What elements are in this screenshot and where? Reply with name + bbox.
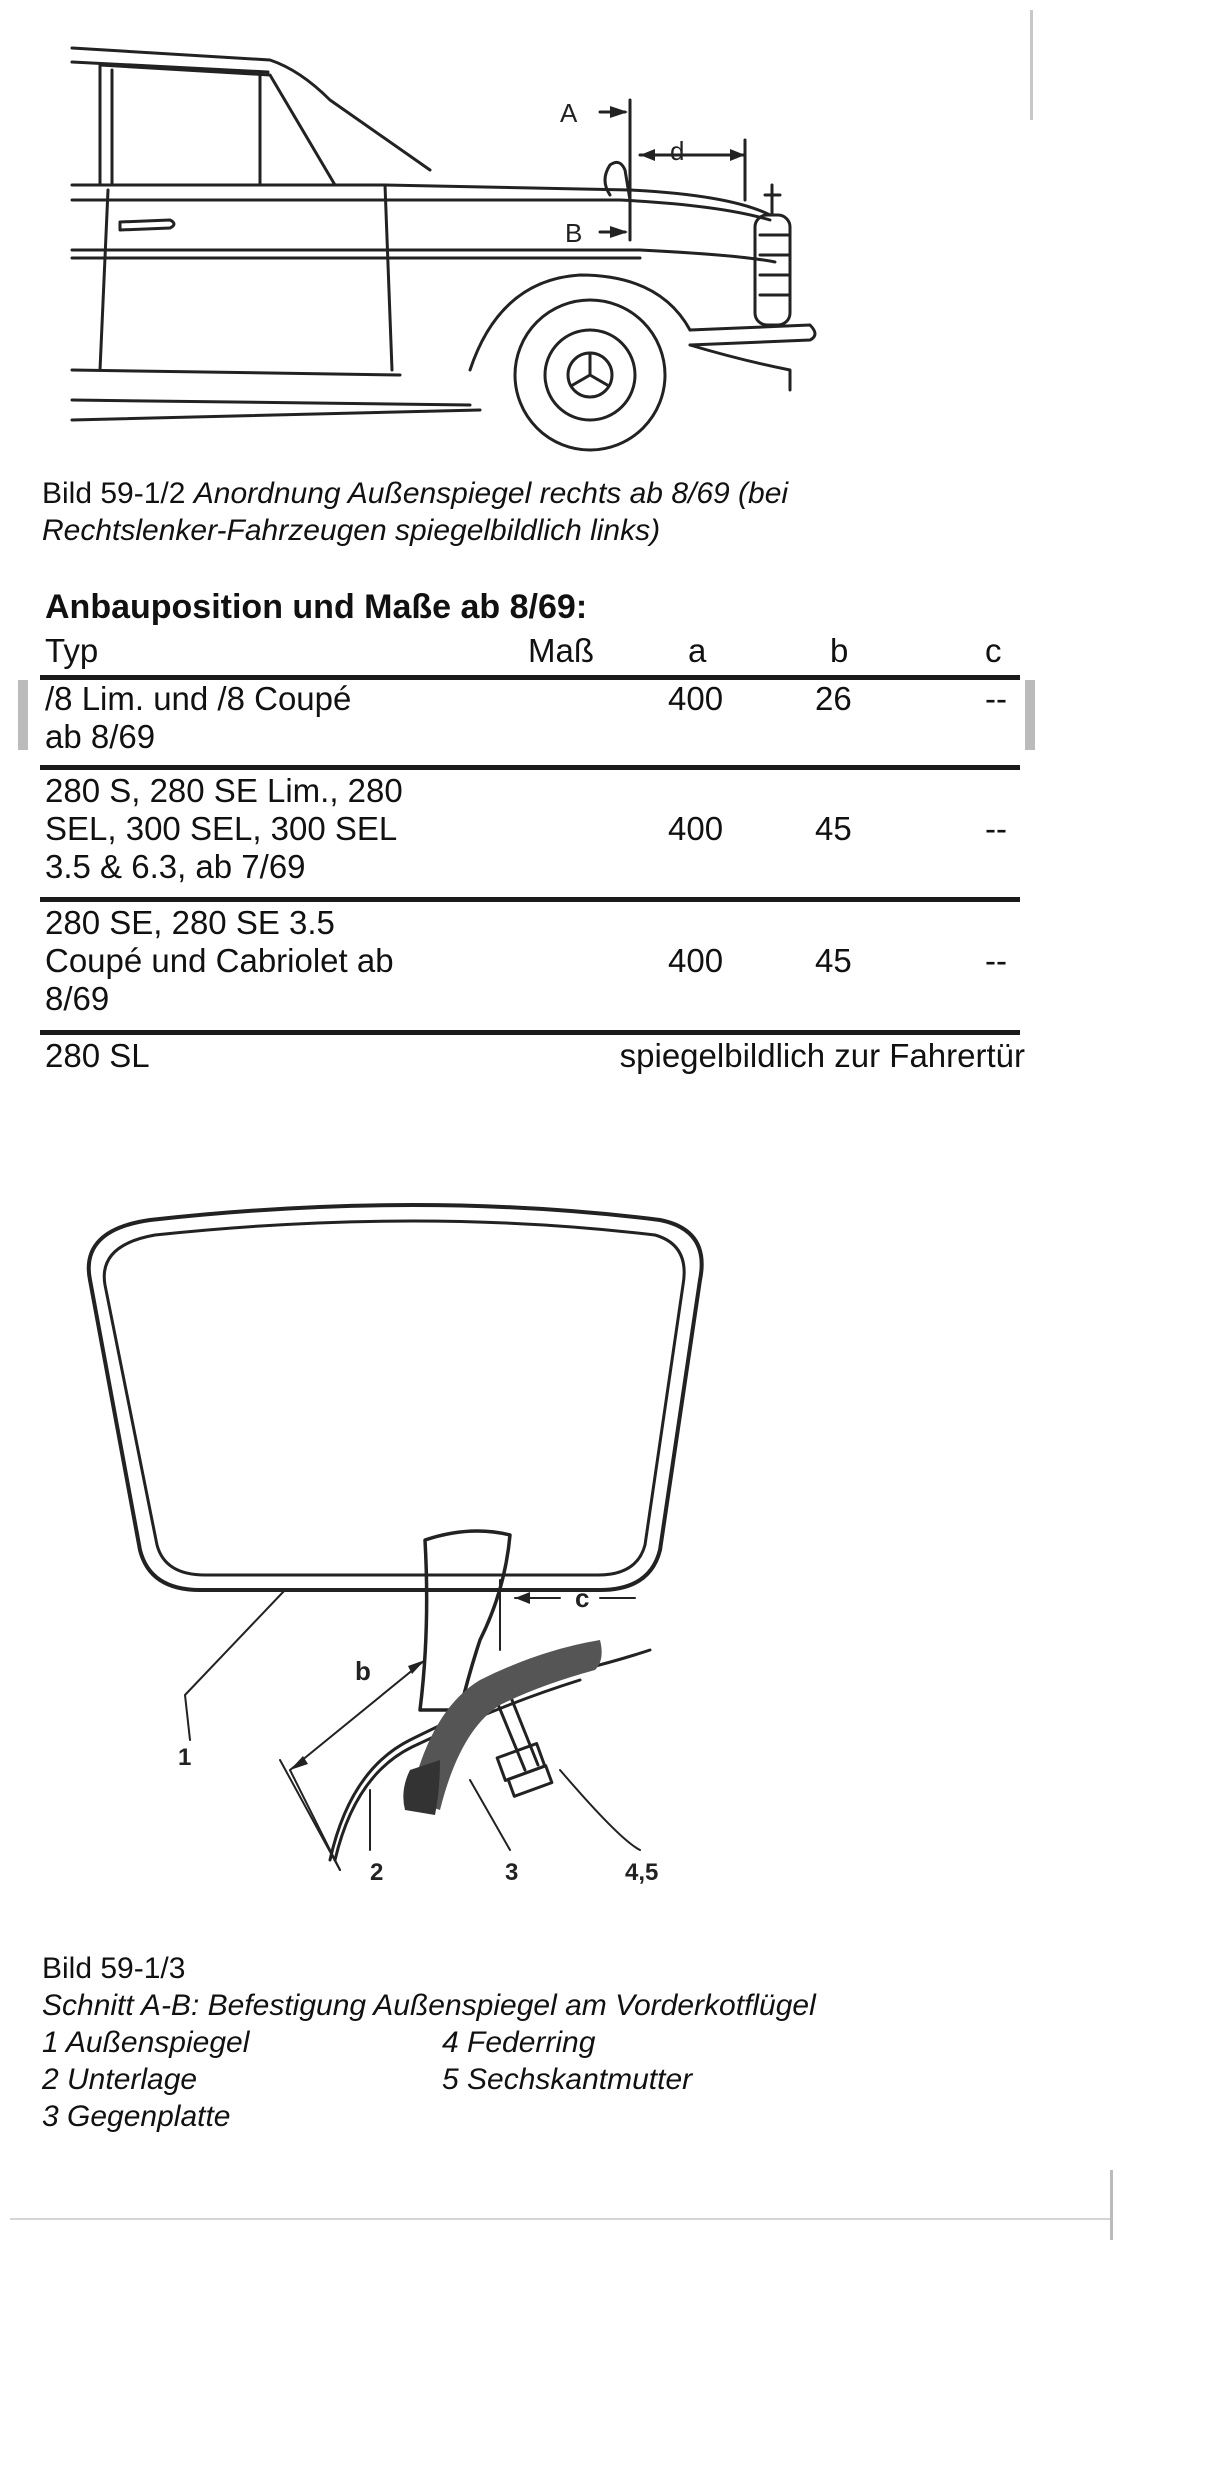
row1-typ-line1: /8 Lim. und /8 Coupé xyxy=(45,680,352,717)
row1-a: 400 xyxy=(668,680,724,717)
car-side-drawing xyxy=(0,0,1211,470)
header-c: c xyxy=(985,632,1002,669)
row3-typ-line1: 280 SE, 280 SE 3.5 xyxy=(45,904,335,941)
table-row xyxy=(45,1037,1025,1082)
figure1-caption-number: Bild 59-1/2 xyxy=(42,477,186,510)
label-A: A xyxy=(560,98,578,128)
legend-item-3: 3 Gegenplatte xyxy=(42,2100,231,2133)
label-d: d xyxy=(670,136,685,166)
row4-note: spiegelbildlich zur Fahrertür xyxy=(619,1037,1025,1074)
row2-typ-line2: SEL, 300 SEL, 300 SEL xyxy=(45,810,398,847)
table-row xyxy=(45,772,1025,902)
label-2: 2 xyxy=(370,1859,384,1886)
row2-b: 45 xyxy=(815,810,852,847)
table-rule xyxy=(40,765,1020,770)
row2-c: -- xyxy=(985,810,1007,847)
table-rule xyxy=(40,897,1020,902)
row1-c: -- xyxy=(985,680,1007,717)
scan-bottom-tick xyxy=(1110,2170,1113,2240)
row2-typ-line3: 3.5 & 6.3, ab 7/69 xyxy=(45,848,306,885)
row3-typ-line3: 8/69 xyxy=(45,980,110,1017)
label-1: 1 xyxy=(178,1744,192,1771)
legend-item-2: 2 Unterlage xyxy=(42,2063,198,2096)
row3-c: -- xyxy=(985,942,1007,979)
row3-a: 400 xyxy=(668,942,724,979)
table-row xyxy=(45,904,1025,1034)
figure1-caption-line1: Anordnung Außenspiegel rechts ab 8/69 (bei xyxy=(193,477,789,510)
figure2-caption xyxy=(42,1950,1042,2024)
figure1-caption-line2: Rechtslenker-Fahrzeugen spiegelbildlich links) xyxy=(42,514,661,547)
legend-item-5: 5 Sechskantmutter xyxy=(442,2063,693,2096)
label-b: b xyxy=(355,1656,371,1686)
scan-bottom-line xyxy=(10,2218,1110,2220)
row3-b: 45 xyxy=(815,942,852,979)
header-a: a xyxy=(688,632,707,669)
row2-typ-line1: 280 S, 280 SE Lim., 280 xyxy=(45,772,403,809)
row3-typ-line2: Coupé und Cabriolet ab xyxy=(45,942,394,979)
legend-item-1: 1 Außenspiegel xyxy=(42,2026,250,2059)
label-B: B xyxy=(565,218,583,248)
figure1-caption xyxy=(42,475,1022,549)
mirror-section-drawing xyxy=(0,1150,1211,1930)
table-rule xyxy=(40,1030,1020,1035)
header-mass: Maß xyxy=(528,632,594,669)
row2-a: 400 xyxy=(668,810,724,847)
label-4-5: 4,5 xyxy=(625,1859,659,1886)
scan-edge-left-bar xyxy=(18,680,28,750)
figure2-caption-title: Schnitt A-B: Befestigung Außenspiegel am Vorderkotflügel xyxy=(42,1989,816,2022)
row4-typ: 280 SL xyxy=(45,1037,150,1074)
label-c: c xyxy=(575,1583,590,1613)
scan-edge-right-bar xyxy=(1025,680,1035,750)
row1-typ-line2: ab 8/69 xyxy=(45,718,156,755)
legend-item-4: 4 Federring xyxy=(442,2026,596,2059)
figure2-caption-number: Bild 59-1/3 xyxy=(42,1952,186,1985)
header-typ: Typ xyxy=(45,632,99,669)
table-row xyxy=(45,680,1025,770)
label-3: 3 xyxy=(505,1859,519,1886)
row1-b: 26 xyxy=(815,680,852,717)
table-heading: Anbauposition und Maße ab 8/69: xyxy=(45,588,588,626)
header-b: b xyxy=(830,632,849,669)
